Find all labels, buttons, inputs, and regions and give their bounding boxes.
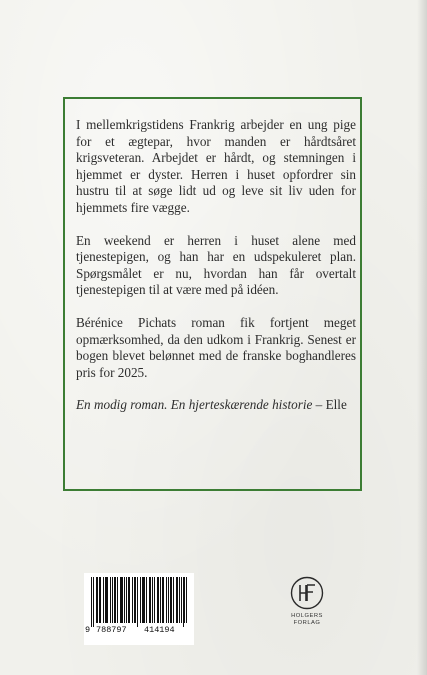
isbn-barcode [84,573,194,645]
barcode-bar [114,577,115,623]
blurb-paragraph-1: I mellemkrigstidens Frankrig arbejder en ung pige for et ægtepar, hvor manden er hårdtsåret krigsveteran. Arbejdet er hårdt, og stemningen i hjemmet er dyster. Herren i huset opfordrer sin hustru til at søge lidt ud og leve sit liv uden for hjemmets fire vægge. [76,117,356,215]
barcode-bar [132,577,133,623]
barcode-bar [134,577,135,623]
barcode-bar [173,577,174,623]
barcode-bar [112,577,113,623]
barcode-bar [110,577,111,623]
barcode-bar [160,577,161,623]
barcode-bar [120,577,121,623]
barcode-bar [122,577,123,623]
publisher-name-line-2: FORLAG [293,620,321,626]
review-quote [76,397,356,414]
barcode-bar [124,577,125,623]
barcode-bar [143,577,144,623]
barcode-bar [152,577,153,623]
barcode-bar [140,577,141,623]
barcode-bar [99,577,100,623]
barcode-bar [126,577,127,623]
barcode-bar [93,577,94,627]
barcode-bar [105,577,106,623]
review-quote-source: – Elle [315,397,347,413]
barcode-bar [186,577,187,623]
blurb-paragraph-2: En weekend er herren i huset alene med tjenestepigen, og han har en udspekuleret plan. Spørgsmålet er nu, hvordan han får overtalt tjenestepigen til at være med på idéen. [76,232,356,298]
barcode-bar [135,577,136,623]
publisher-logo-icon [290,576,324,610]
barcode-bar [97,577,98,623]
barcode-bar [184,577,185,623]
barcode-bar [115,577,116,623]
barcode-bar [171,577,172,623]
barcode-bar [163,577,164,623]
barcode-bar [177,577,178,623]
isbn-first-digit: 9 [85,625,91,635]
barcode-bar [100,577,101,623]
barcode-bar [176,577,177,623]
barcode-bar [158,577,159,623]
barcode-bar [179,577,180,623]
barcode-bar [121,577,122,623]
blurb-text [76,117,356,414]
barcode-bar [181,577,182,623]
barcode-bar [166,577,167,623]
barcode-bar [96,577,97,623]
publisher-name-line-1: HOLGERS [291,613,323,619]
barcode-bar [142,577,143,623]
isbn-right-group: 414194 [144,625,175,635]
barcode-bar [129,577,130,623]
review-quote-text: En modig roman. En hjerteskærende historie [76,397,313,413]
barcode-bar [91,577,92,627]
barcode-bars [90,577,188,627]
barcode-bar [154,577,155,623]
barcode-bar [144,577,145,623]
barcode-bar [137,577,138,627]
barcode-bar [149,577,150,623]
barcode-bar [150,577,151,623]
barcode-bar [183,577,184,627]
barcode-bar [157,577,158,623]
barcode-bar [103,577,104,623]
barcode-bar [170,577,171,623]
barcode-bar [128,577,129,623]
isbn-left-group: 788797 [96,625,127,635]
barcode-bar [106,577,107,623]
barcode-bar [107,577,108,623]
spine-edge [417,0,427,675]
barcode-bar [146,577,147,623]
publisher-name [279,613,335,627]
barcode-bar [117,577,118,623]
blurb-paragraph-3: Bérénice Pichats roman fik fortjent meget opmærksomhed, da den udkom i Frankrig. Senest er bogen blevet belønnet med de franske boghandleres pris for 2025. [76,314,356,380]
barcode-bar [168,577,169,623]
barcode-bar [162,577,163,623]
